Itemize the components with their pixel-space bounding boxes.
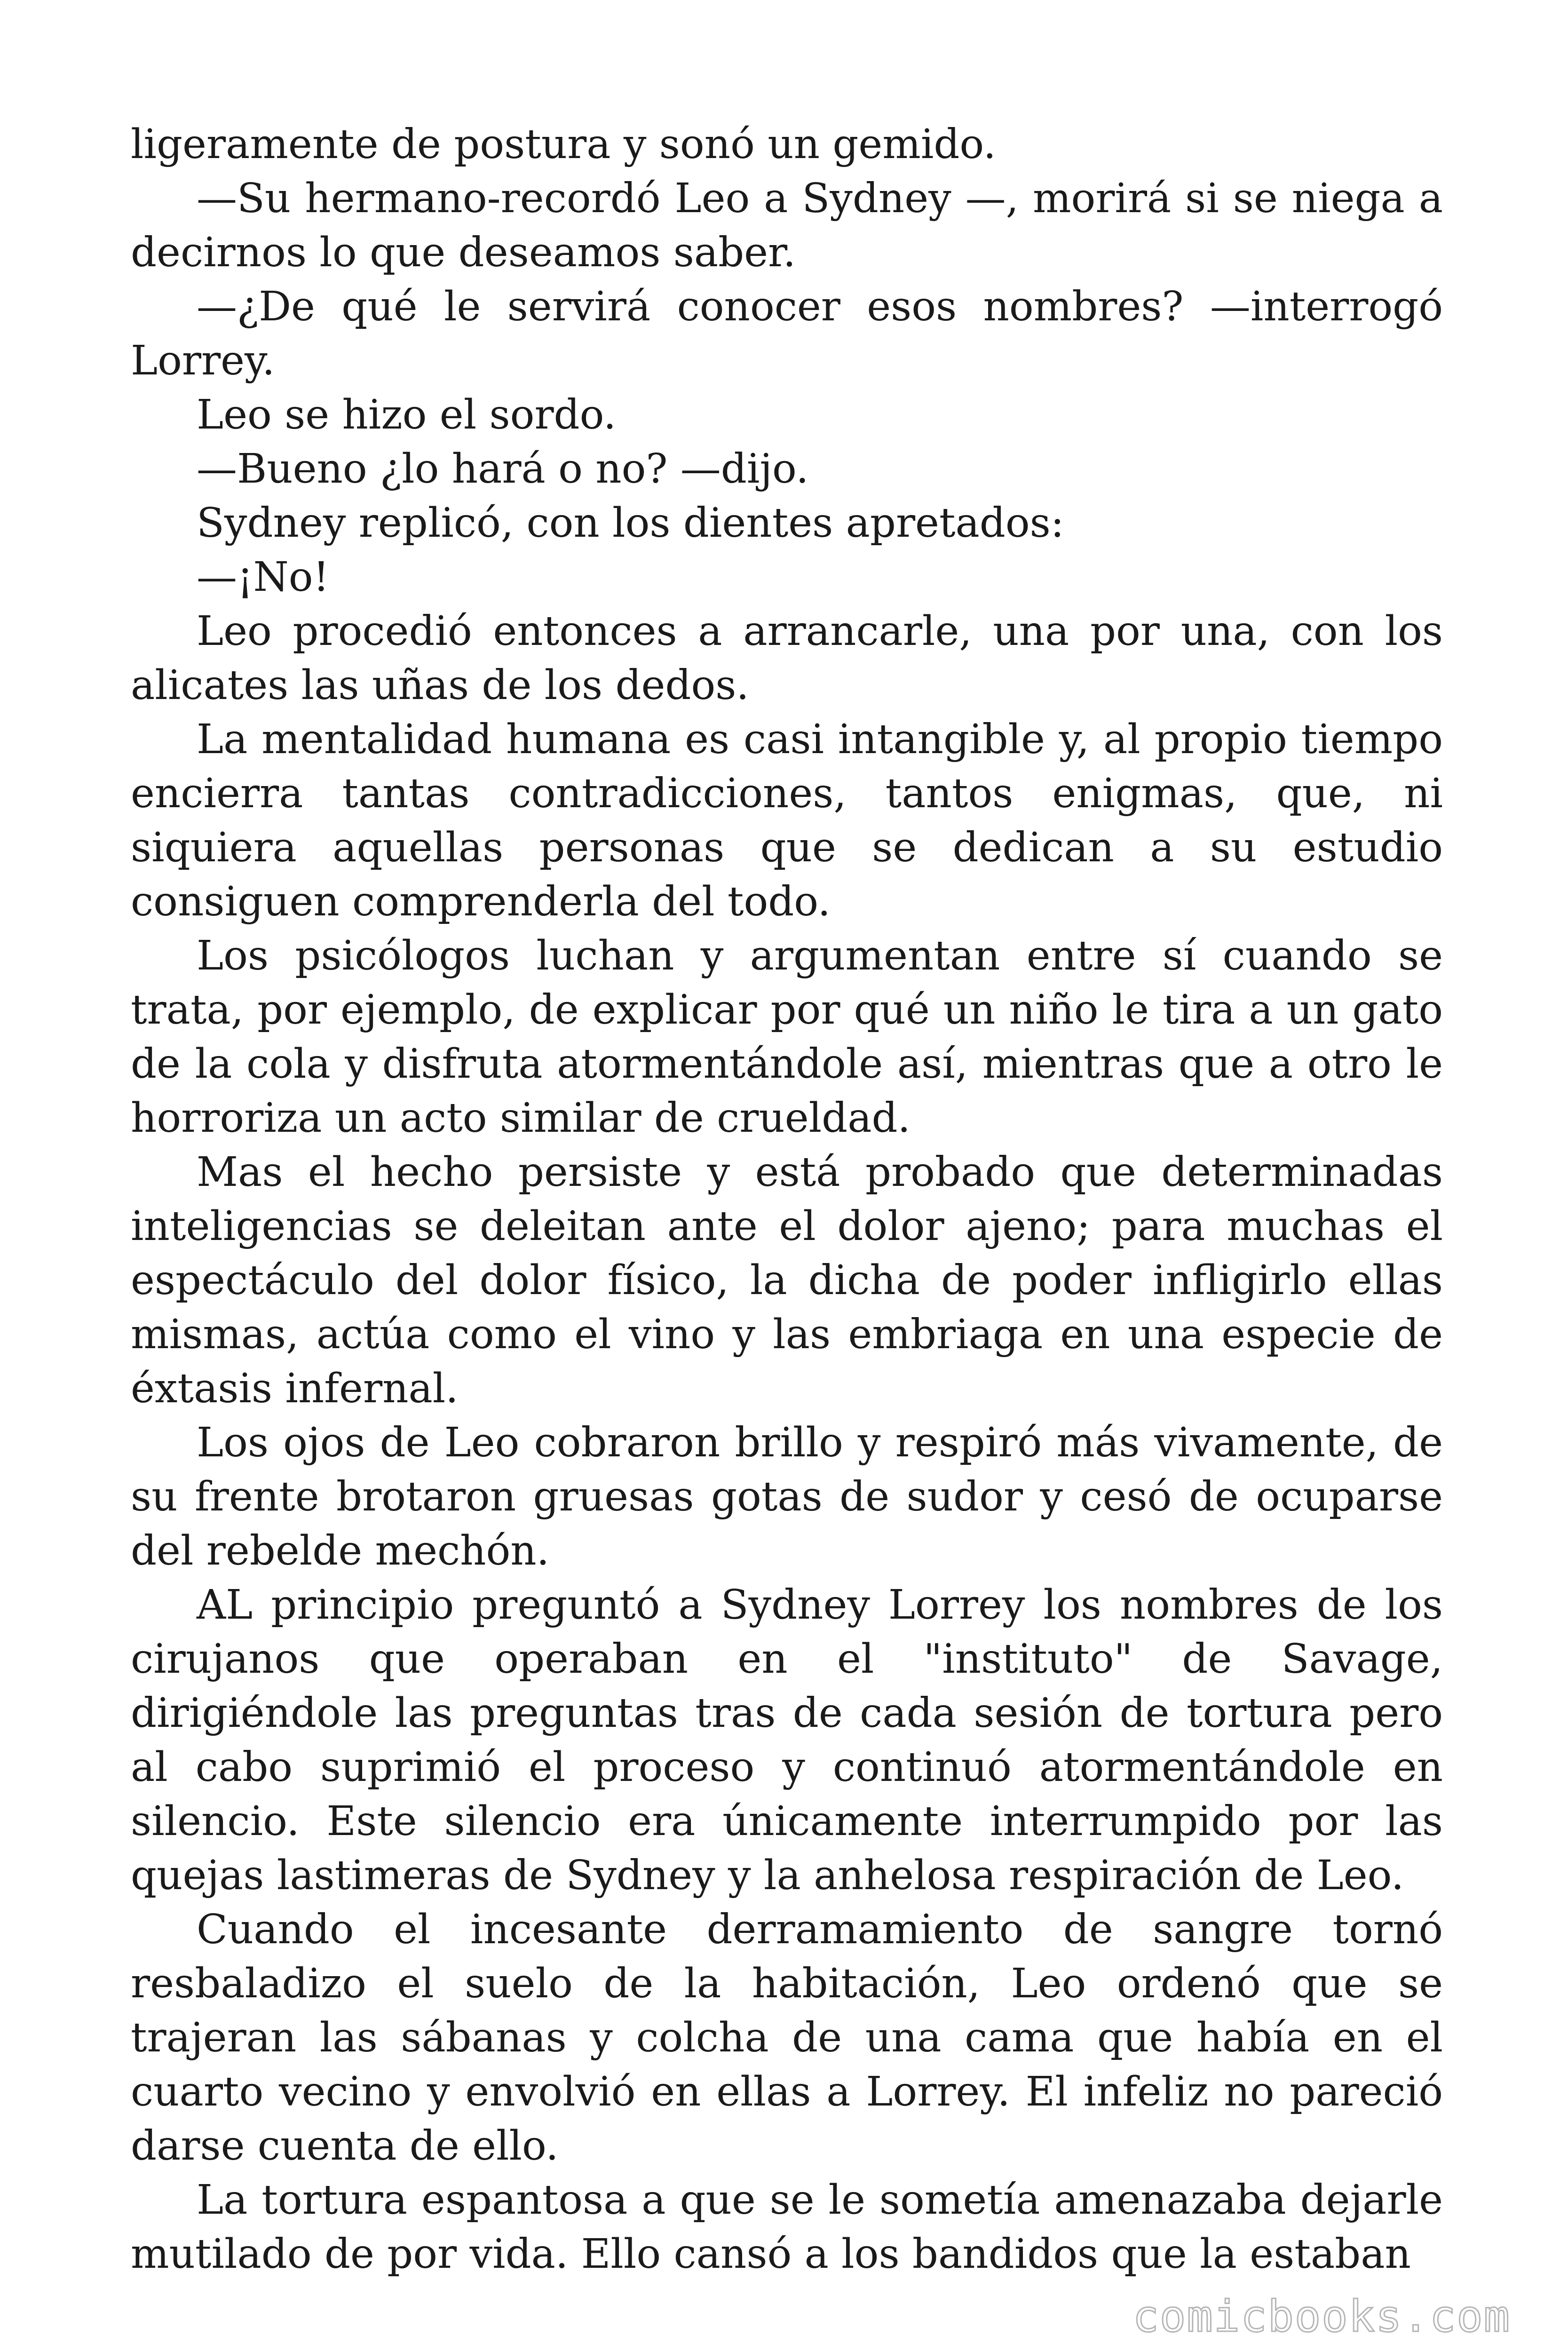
paragraph: Leo se hizo el sordo. [197,391,617,438]
paragraph: La tortura espantosa a que se le sometía amenazaba dejarle mutilado de por vida. Ello cansó a los bandidos que la estaban [131,2177,1443,2278]
paragraph: —¿De qué le servirá conocer esos nombres? —interrogó Lorrey. [131,283,1443,384]
paragraph: Los psicólogos luchan y argumentan entre sí cuando se trata, por ejemplo, de explicar por qué un niño le tira a un gato de la cola y disfruta atormentándole así, mientras que a otro le horroriza un acto similar de crueldad. [131,932,1443,1142]
paragraph: Mas el hecho persiste y está probado que determinadas inteligencias se deleitan ante el dolor ajeno; para muchas el espectáculo del dolor físico, la dicha de poder infligirlo ellas mismas, actúa como el vino y las embriaga en una especie de éxtasis infernal. [131,1149,1443,1412]
paragraph: —¡No! [197,554,330,601]
body-text [131,118,1443,2281]
paragraph: —Bueno ¿lo hará o no? —dijo. [197,445,809,493]
paragraph: Sydney replicó, con los dientes apretados: [197,500,1064,547]
paragraph: La mentalidad humana es casi intangible y, al propio tiempo encierra tantas contradicciones, tantos enigmas, que, ni siquiera aquellas personas que se dedican a su estudio consiguen comprenderla del todo. [131,716,1443,925]
paragraph: AL principio preguntó a Sydney Lorrey los nombres de los cirujanos que operaban en el "instituto" de Savage, dirigiéndole las preguntas tras de cada sesión de tortura pero al cabo suprimió el proceso y continuó atormentándole en silencio. Este silencio era únicamente interrumpido por las quejas lastimeras de Sydney y la anhelosa respiración de Leo. [131,1581,1443,1899]
paragraph: Los ojos de Leo cobraron brillo y respiró más vivamente, de su frente brotaron gruesas gotas de sudor y cesó de ocuparse del rebelde mechón. [131,1419,1443,1574]
paragraph: ligeramente de postura y sonó un gemido. [131,121,996,168]
paragraph: Leo procedió entonces a arrancarle, una por una, con los alicates las uñas de los dedos. [131,608,1443,709]
paragraph: Cuando el incesante derramamiento de sangre tornó resbaladizo el suelo de la habitación, Leo ordenó que se trajeran las sábanas y colcha de una cama que había en el cuarto vecino y envolvió en ellas a Lorrey. El infeliz no pareció darse cuenta de ello. [131,1906,1443,2169]
watermark: comicbooks.com [1132,2291,1511,2342]
paragraph: —Su hermano-recordó Leo a Sydney —, morirá si se niega a decirnos lo que deseamos saber. [131,175,1443,276]
